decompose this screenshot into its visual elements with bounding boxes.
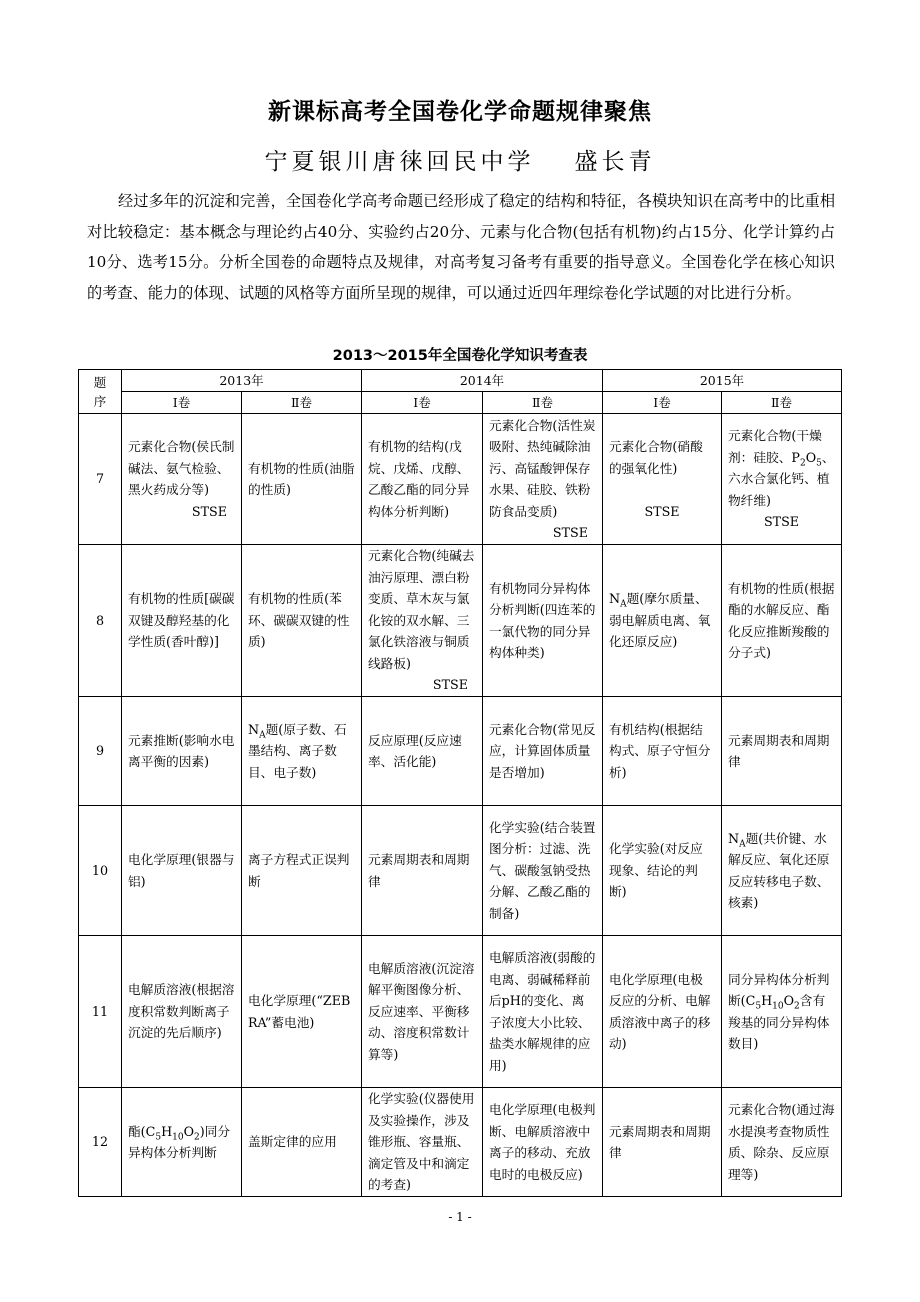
table-cell: 化学实验(结合装置图分析：过滤、洗气、碳酸氢钠受热分解、乙酸乙酯的制备) — [483, 806, 603, 936]
table-cell: 电解质溶液(沉淀溶解平衡图像分析、反应速率、平衡移动、溶度积常数计算等) — [362, 936, 483, 1088]
table-row — [79, 697, 842, 806]
table-caption: 2013～2015年全国卷化学知识考查表 — [332, 348, 588, 364]
table-cell: 有机物的性质(油脂的性质) — [242, 414, 362, 545]
table-row — [79, 545, 842, 697]
table-cell: 元素化合物(纯碱去油污原理、漂白粉变质、草木灰与氯化铵的双水解、三氯化铁溶液与铜质线路板) STSE — [362, 545, 483, 697]
table-cell: 化学实验(仪器使用及实验操作，涉及锥形瓶、容量瓶、滴定管及中和滴定的考查) — [362, 1088, 483, 1197]
table-cell: 元素化合物(通过海水提溴考查物质性质、除杂、反应原理等) — [722, 1088, 842, 1197]
question-number: 7 — [79, 414, 122, 545]
table-row — [79, 1088, 842, 1197]
table-row — [79, 414, 842, 545]
table-cell: 有机物同分异构体分析判断(四连苯的一氯代物的同分异构体种类) — [483, 545, 603, 697]
header-year: 2013年 — [122, 370, 362, 392]
table-cell: 有机物的结构(戊烷、戊烯、戊醇、乙酸乙酯的同分异构体分析判断) — [362, 414, 483, 545]
document-title: 新课标高考全国卷化学命题规律聚焦 — [268, 99, 652, 125]
table-cell: 酯$(C_5H_{10}O_2)$同分异构体分析判断 — [122, 1088, 242, 1197]
header-paper: Ⅱ卷 — [483, 392, 603, 414]
question-number: 9 — [79, 697, 122, 806]
stse-tag: STSE — [432, 677, 468, 693]
table-cell: 有机结构(根据结构式、原子守恒分析) — [603, 697, 722, 806]
table-header-years — [79, 370, 842, 392]
stse-tag: STSE — [552, 525, 588, 540]
table-cell: 元素化合物(活性炭吸附、热纯碱除油污、高锰酸钾保存水果、硅胶、铁粉防食品变质) STSE — [483, 414, 603, 545]
table-row — [79, 936, 842, 1088]
table-row — [79, 806, 842, 936]
table-cell: 有机物的性质[碳碳双键及醇羟基的化学性质(香叶醇)] — [122, 545, 242, 697]
table-cell: 同分异构体分析判断($C_5H_{10}O_2$含有羧基的同分异构体数目) — [722, 936, 842, 1088]
table-cell: 盖斯定律的应用 — [242, 1088, 362, 1197]
table-cell: $N_A$题(共价键、水解反应、氧化还原反应转移电子数、核素) — [722, 806, 842, 936]
table-cell: 元素化合物(干燥剂：硅胶、$P_2O_5$、六水合氯化钙、植物纤维) STSE — [722, 414, 842, 545]
table-cell: 电化学原理(“ZEBRA”蓄电池) — [242, 936, 362, 1088]
table-header-papers — [79, 392, 842, 414]
school-name: 宁夏银川唐徕回民中学 — [264, 149, 535, 175]
knowledge-table — [78, 369, 842, 1197]
header-paper: Ⅱ卷 — [722, 392, 842, 414]
header-corner: 题 序 — [79, 370, 122, 414]
table-cell: 元素化合物(侯氏制碱法、氨气检验、黑火药成分等) STSE — [122, 414, 242, 545]
table-cell: 元素推断(影响水电离平衡的因素) — [122, 697, 242, 806]
stse-tag: STSE — [763, 514, 800, 530]
header-paper: Ⅰ卷 — [603, 392, 722, 414]
table-cell: 电解质溶液(弱酸的电离、弱碱稀释前后pH的变化、离子浓度大小比较、盐类水解规律的应用) — [483, 936, 603, 1088]
table-cell: $N_A$题(摩尔质量、弱电解质电离、氧化还原反应) — [603, 545, 722, 697]
author-line — [0, 143, 920, 176]
table-cell: $N_A$题(原子数、石墨结构、离子数目、电子数) — [242, 697, 362, 806]
table-cell: 有机物的性质(苯环、碳碳双键的性质) — [242, 545, 362, 697]
header-paper: Ⅰ卷 — [122, 392, 242, 414]
header-year: 2014年 — [362, 370, 603, 392]
table-cell: 电解质溶液(根据溶度积常数判断离子沉淀的先后顺序) — [122, 936, 242, 1088]
question-number: 10 — [79, 806, 122, 936]
table-cell: 离子方程式正误判断 — [242, 806, 362, 936]
stse-tag: STSE — [191, 503, 227, 519]
question-number: 12 — [79, 1088, 122, 1197]
page-number: - 1 - — [448, 1210, 472, 1224]
header-paper: Ⅱ卷 — [242, 392, 362, 414]
table-cell: 有机物的性质(根据酯的水解反应、酯化反应推断羧酸的分子式) — [722, 545, 842, 697]
header-year: 2015年 — [603, 370, 842, 392]
table-cell: 元素化合物(硝酸的强氧化性) STSE — [603, 414, 722, 545]
intro-paragraph: 经过多年的沉淀和完善，全国卷化学高考命题已经形成了稳定的结构和特征，各模块知识在高考中的比重相对比较稳定：基本概念与理论约占40分、实验约占20分、元素与化合物(包括有机物)约占15分、化学计算约占10分、选考15分。分析全国卷的命题特点及规律，对高考复习备考有重要的指导意义。全国卷化学在核心知识的考查、能力的体现、试题的风格等方面所呈现的规律，可以通过近四年理综卷化学试题的对比进行分析。 — [87, 192, 835, 302]
stse-tag: STSE — [644, 503, 680, 519]
table-cell: 电化学原理(银器与铝) — [122, 806, 242, 936]
table-cell: 元素化合物(常见反应，计算固体质量是否增加) — [483, 697, 603, 806]
question-number: 11 — [79, 936, 122, 1088]
table-cell: 电化学原理(电极反应的分析、电解质溶液中离子的移动) — [603, 936, 722, 1088]
question-number: 8 — [79, 545, 122, 697]
table-cell: 化学实验(对反应现象、结论的判断) — [603, 806, 722, 936]
table-cell: 元素周期表和周期律 — [603, 1088, 722, 1197]
table-cell: 反应原理(反应速率、活化能) — [362, 697, 483, 806]
table-cell: 元素周期表和周期律 — [722, 697, 842, 806]
table-cell: 电化学原理(电极判断、电解质溶液中离子的移动、充放电时的电极反应) — [483, 1088, 603, 1197]
header-paper: Ⅰ卷 — [362, 392, 483, 414]
table-cell: 元素周期表和周期律 — [362, 806, 483, 936]
author-name: 盛长青 — [574, 149, 656, 175]
